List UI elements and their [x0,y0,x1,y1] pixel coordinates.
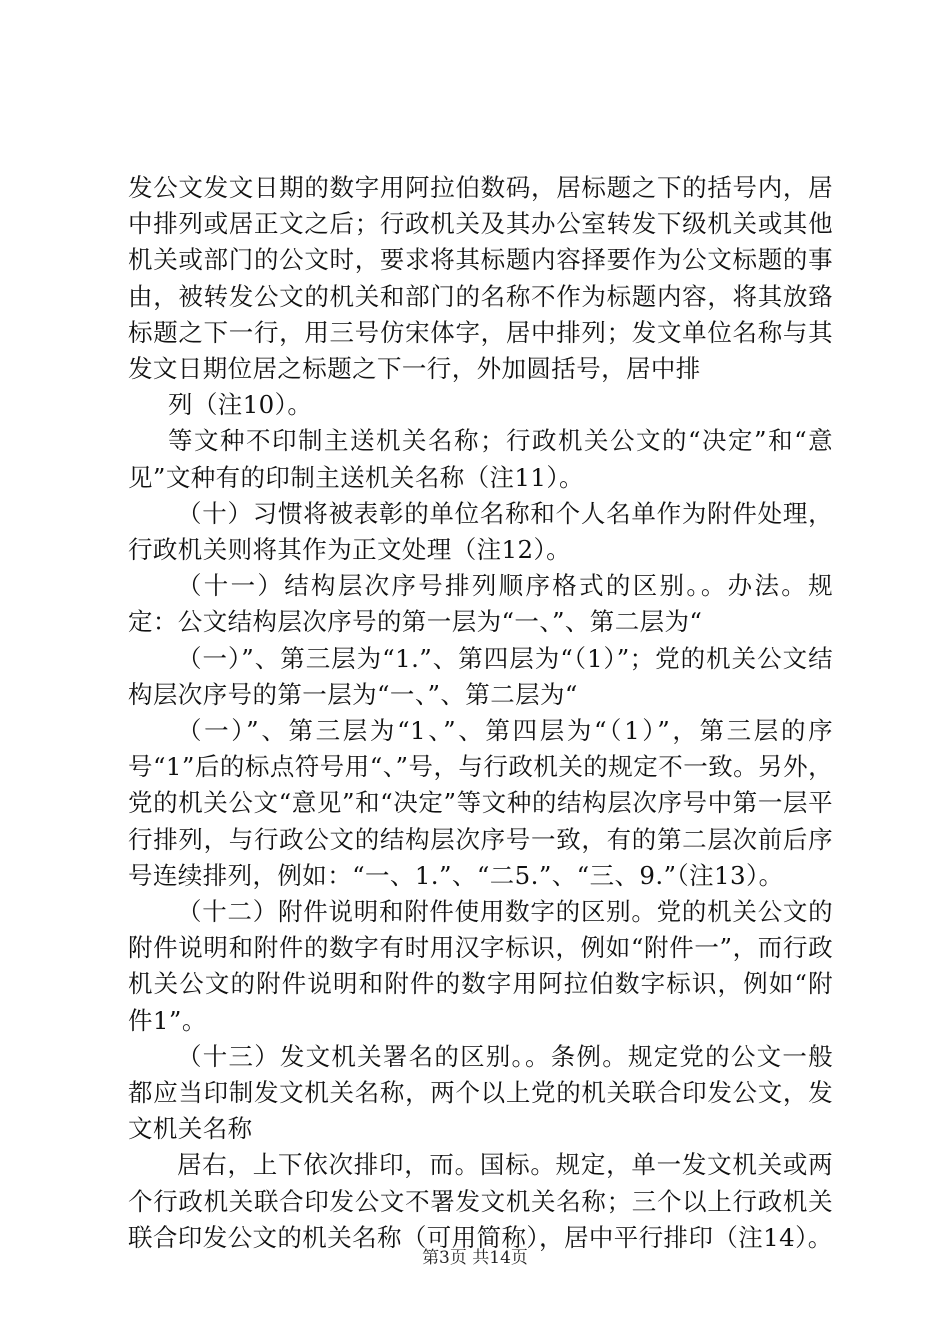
paragraph-4: （十）习惯将被表彰的单位名称和个人名单作为附件处理，行政机关则将其作为正文处理（注12）。 [128,498,833,565]
paragraph-7: （一）”、第三层为“1、”、第四层为“（1）”，第三层的序号“1”后的标点符号用“、”号，与行政机关的规定不一致。另外，党的机关公文“意见”和“决定”等文种的结构层次序号中第一层平行排列，与行政公文的结构层次序号一致，有的第二层次前后序号连续排列，例如：“一、1.”、“二5.”、“三、9.”（注13）。 [128,716,833,890]
paragraph-9: （十三）发文机关署名的区别。。条例。规定党的公文一般都应当印制发文机关名称，两个以上党的机关联合印发公文，发文机关名称 [128,1041,833,1144]
paragraph-2: 列（注10）。 [168,390,313,420]
paragraph-5: （十一）结构层次序号排列顺序格式的区别。。办法。规定：公文结构层次序号的第一层为“一、”、第二层为“ [128,571,833,637]
paragraph-1: 发公文发文日期的数字用阿拉伯数码，居标题之下的括号内，居中排列或居正文之后；行政机关及其办公室转发下级机关或其他机关或部门的公文时，要求将其标题内容择要作为公文标题的事由，被转发公文的机关和部门的名称不作为标题内容，将其放臵标题之下一行，用三号仿宋体字，居中排列；发文单位名称与其发文日期位居之标题之下一行，外加圆括号，居中排 [128,173,833,384]
paragraph-10: 居右，上下依次排印，而。国标。规定，单一发文机关或两个行政机关联合印发公文不署发文机关名称；三个以上行政机关联合印发公文的机关名称（可用简称），居中平行排印（注14）。 [128,1150,833,1252]
paragraph-6: （一）”、第三层为“1.”、第四层为“（1）”；党的机关公文结构层次序号的第一层为“一、”、第二层为“ [128,643,833,709]
page-number-footer: 第3页 共14页 [422,1248,528,1268]
paragraph-3: 等文种不印制主送机关名称；行政机关公文的“决定”和“意见”文种有的印制主送机关名称（注11）。 [128,426,833,492]
paragraph-8: （十二）附件说明和附件使用数字的区别。党的机关公文的附件说明和附件的数字有时用汉字标识，例如“附件一”，而行政机关公文的附件说明和附件的数字用阿拉伯数字标识，例如“附件1”。 [128,897,833,1035]
document-body [128,170,833,1256]
